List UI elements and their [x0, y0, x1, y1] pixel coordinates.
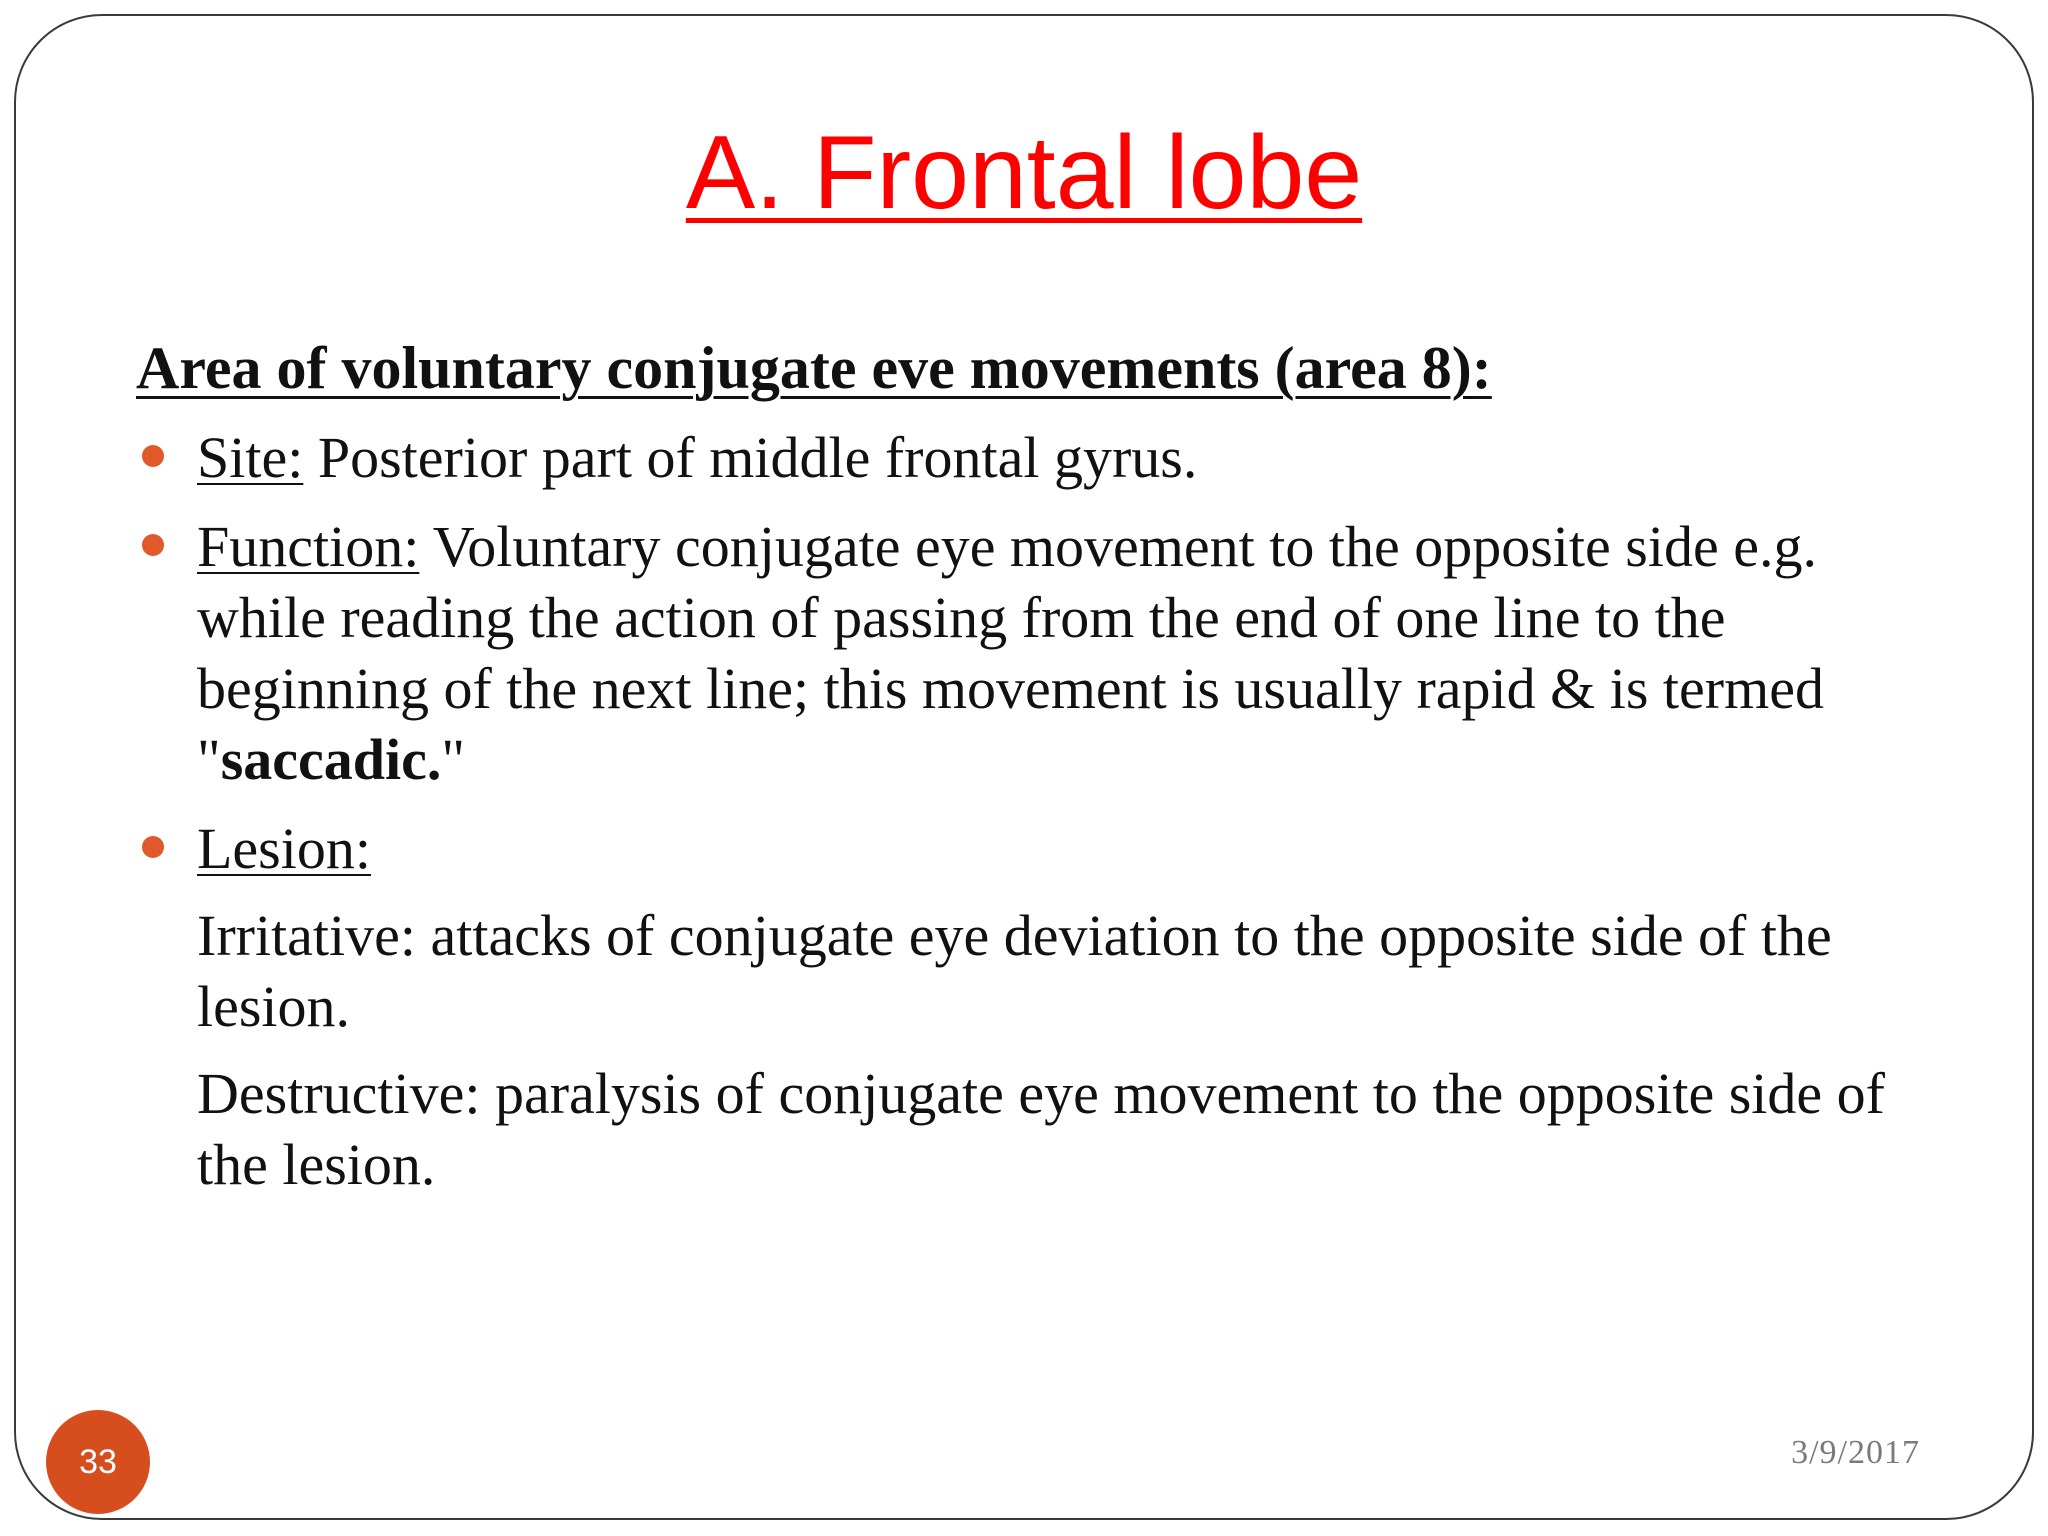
section-heading: Area of voluntary conjugate eve movements (area 8):: [136, 335, 1492, 401]
bullet-site: [136, 422, 1956, 493]
bullet-bold-term: saccadic.: [220, 727, 442, 792]
slide-title-text: A. Frontal lobe: [685, 115, 1363, 231]
lesion-irritative: Irritative: attacks of conjugate eye deviation to the opposite side of the lesion.: [197, 903, 1832, 1039]
slide: [14, 14, 2034, 1520]
bullet-text: Posterior part of middle frontal gyrus.: [303, 425, 1198, 490]
slide-body: [136, 332, 1956, 1200]
bullet-function: [136, 511, 1956, 795]
slide-title: [16, 116, 2032, 230]
bullet-icon: [142, 445, 164, 467]
bullet-text-tail: ": [441, 727, 466, 792]
bullet-icon: [142, 534, 164, 556]
bullet-icon: [142, 836, 164, 858]
bullet-label: Site:: [197, 425, 304, 490]
bullet-lesion: [136, 813, 1956, 884]
slide-date: 3/9/2017: [1791, 1434, 1920, 1471]
bullet-label: Function:: [197, 514, 420, 579]
lesion-destructive: Destructive: paralysis of conjugate eye movement to the opposite side of the lesion.: [197, 1061, 1885, 1197]
bullet-text: Voluntary conjugate eye movement to the opposite side e.g. while reading the action of passing from the end of one line to the beginning of the next line; this movement is usually rapid & is termed ": [197, 514, 1824, 792]
page-number-badge: 33: [46, 1410, 150, 1514]
bullet-label: Lesion:: [197, 816, 371, 881]
